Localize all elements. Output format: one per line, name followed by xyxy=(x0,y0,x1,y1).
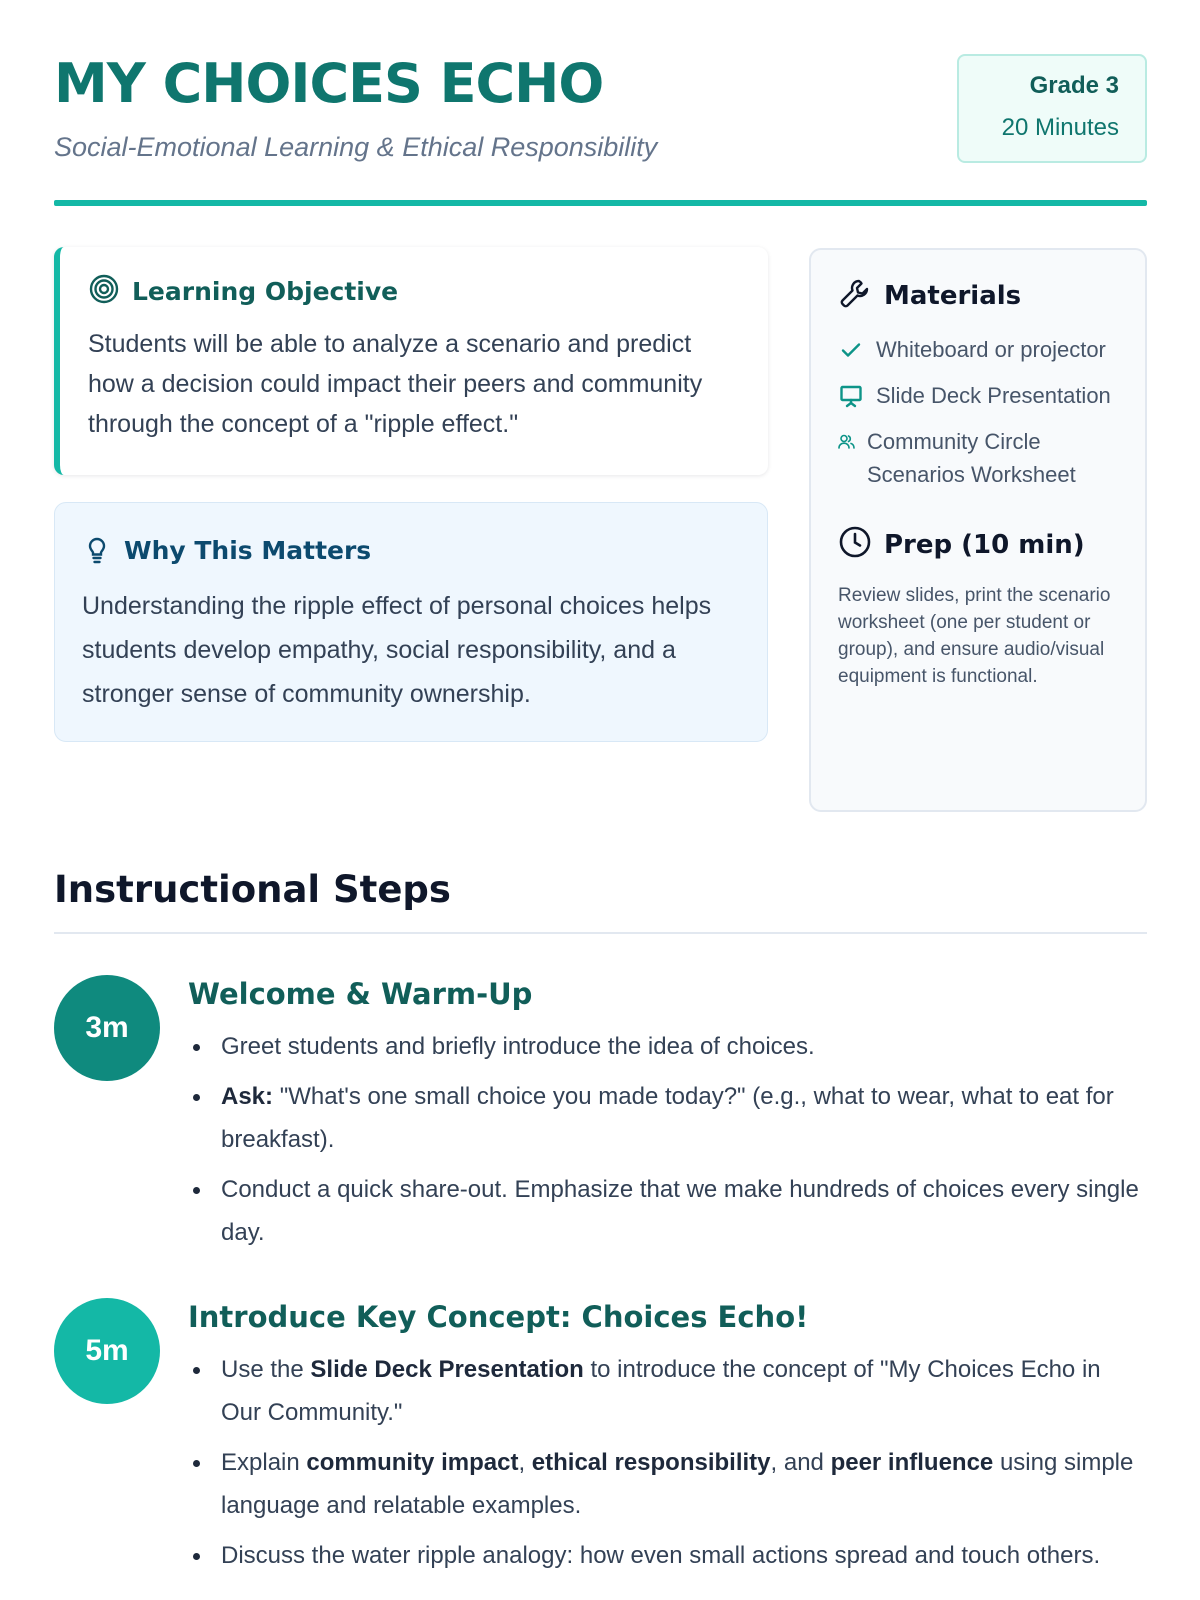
step-duration-badge: 5m xyxy=(54,1298,160,1404)
list-item xyxy=(188,1168,1147,1254)
instructional-steps-heading: Instructional Steps xyxy=(54,868,451,911)
learning-objective-text: Students will be able to analyze a scenario and predict how a decision could impact their peers and community through the concept of a "ripple effect." xyxy=(88,330,703,438)
wrench-icon xyxy=(838,276,872,315)
bullet-text: Discuss the water ripple analogy: how even small actions spread and touch others. xyxy=(221,1542,1101,1569)
material-label: Whiteboard or projector xyxy=(876,337,1106,362)
steps-divider xyxy=(54,932,1147,934)
header-divider xyxy=(54,200,1147,206)
header xyxy=(54,0,1147,206)
why-this-matters-card xyxy=(54,502,768,742)
lesson-page xyxy=(54,0,1147,1569)
grade-duration-badge xyxy=(957,54,1147,163)
step-title: Introduce Key Concept: Choices Echo! xyxy=(188,1300,809,1334)
bullet-bold-text: ethical responsibility xyxy=(531,1449,771,1476)
list-item xyxy=(188,1025,1147,1068)
bullet-text: to introduce the concept of "My Choices Echo in Our Community." xyxy=(221,1356,1101,1426)
prep-text: Review slides, print the scenario worksheet (one per student or group), and ensure audio/visual equipment is functional. xyxy=(838,585,1111,687)
bullet-text: , and xyxy=(770,1449,831,1476)
bullet-bold-text: Ask: xyxy=(221,1083,274,1110)
learning-objective-heading: Learning Objective xyxy=(132,277,399,306)
step-bullet-list xyxy=(188,1025,1147,1254)
bullet-text: using simple language and relatable examples. xyxy=(221,1449,1134,1519)
bullet-bold-text: Slide Deck Presentation xyxy=(310,1356,584,1383)
clock-icon xyxy=(838,525,872,564)
presentation-icon xyxy=(838,379,864,412)
bullet-text: Explain xyxy=(221,1449,307,1476)
step-duration-badge: 3m xyxy=(54,975,160,1081)
list-item xyxy=(188,1534,1147,1577)
materials-list xyxy=(838,333,1121,491)
duration-label: 20 Minutes xyxy=(1001,114,1119,141)
why-this-matters-heading: Why This Matters xyxy=(124,536,372,565)
list-item xyxy=(838,379,1121,412)
target-icon xyxy=(88,273,120,310)
bullet-text: Greet students and briefly introduce the idea of choices. xyxy=(221,1033,815,1060)
bullet-text: , xyxy=(518,1449,532,1476)
material-label: Slide Deck Presentation xyxy=(876,383,1111,408)
bullet-text: Conduct a quick share-out. Emphasize that we make hundreds of choices every single day. xyxy=(221,1176,1139,1246)
list-item xyxy=(188,1441,1147,1527)
learning-objective-card xyxy=(54,247,768,475)
bullet-bold-text: community impact xyxy=(306,1449,519,1476)
grade-label: Grade 3 xyxy=(1029,72,1119,99)
list-item xyxy=(188,1075,1147,1161)
why-this-matters-text: Understanding the ripple effect of personal choices helps students develop empathy, social responsibility, and a stronger sense of community ownership. xyxy=(82,592,712,708)
bullet-text: "What's one small choice you made today?" (e.g., what to wear, what to eat for breakfast). xyxy=(221,1083,1114,1153)
list-item xyxy=(838,333,1121,366)
bullet-bold-text: peer influence xyxy=(830,1449,994,1476)
materials-card xyxy=(809,248,1147,812)
list-item xyxy=(838,425,1121,491)
prep-heading: Prep (10 min) xyxy=(884,529,1085,560)
lightbulb-icon xyxy=(82,531,112,570)
check-icon xyxy=(838,333,864,366)
material-label: Community Circle Scenarios Worksheet xyxy=(867,429,1076,487)
page-subtitle: Social-Emotional Learning & Ethical Responsibility xyxy=(54,132,658,162)
users-icon xyxy=(838,425,855,458)
bullet-text: Use the xyxy=(221,1356,311,1383)
page-title: MY CHOICES ECHO xyxy=(54,52,604,115)
materials-heading: Materials xyxy=(884,280,1022,311)
step-bullet-list xyxy=(188,1348,1147,1577)
list-item xyxy=(188,1348,1147,1434)
step-title: Welcome & Warm-Up xyxy=(188,977,533,1011)
